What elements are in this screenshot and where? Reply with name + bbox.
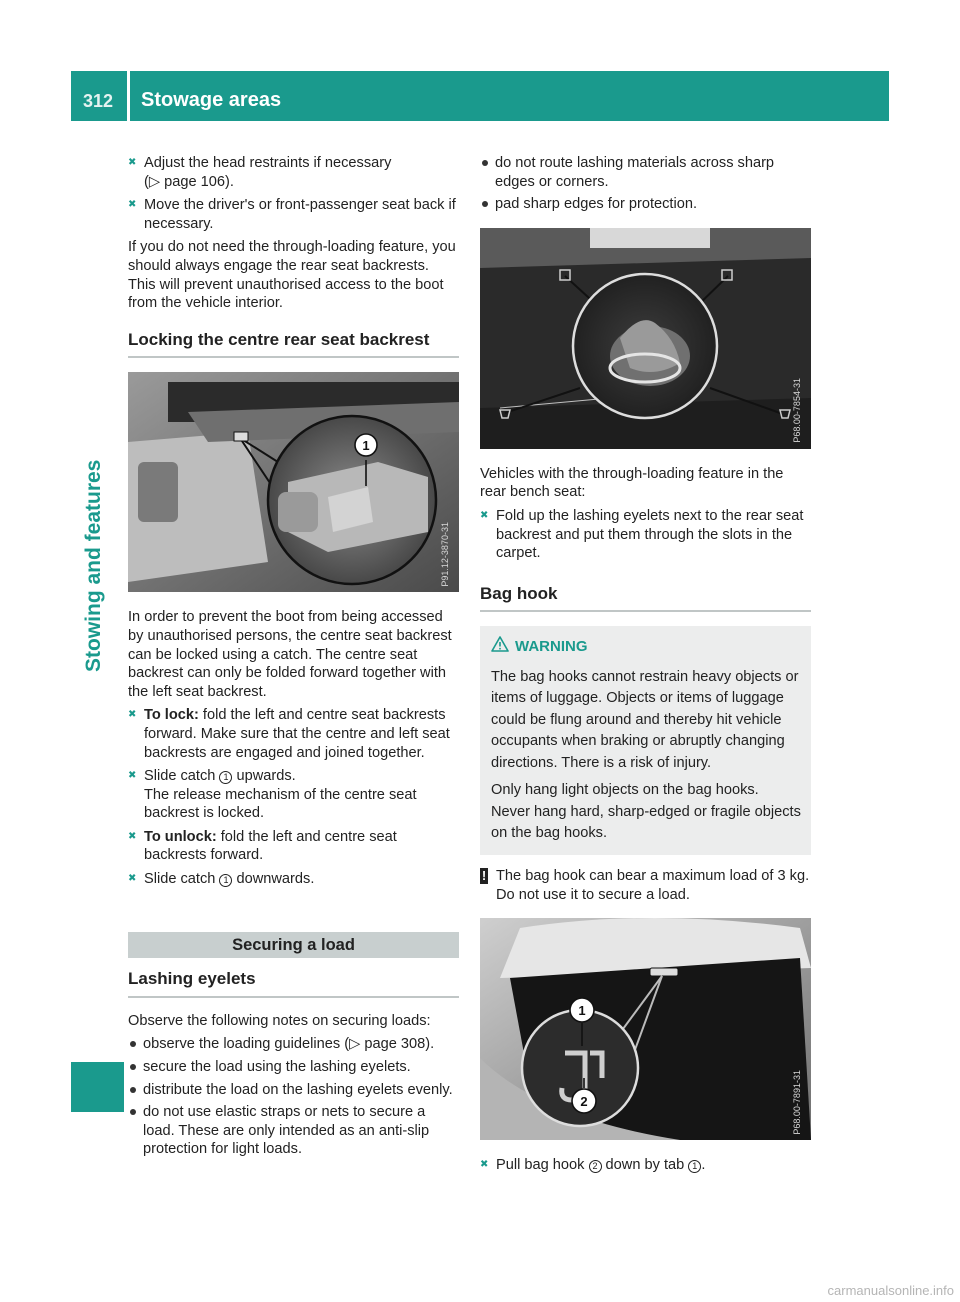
bullet-loading-guidelines: observe the loading guidelines (▷ page 308).	[128, 1035, 459, 1054]
step-to-unlock: ✖ To unlock: fold the left and centre seat backrests forward.	[128, 828, 459, 865]
page-header	[71, 71, 889, 121]
step-pull-bag-hook: ✖ Pull bag hook 2 down by tab 1 .	[480, 1156, 811, 1175]
callout-1: 1	[578, 1003, 586, 1019]
step-to-lock: ✖ To lock: fold the left and centre seat backrests forward. Make sure that the centre and left seat backrests are engaged and joined together.	[128, 706, 459, 762]
chapter-sidebar	[82, 459, 122, 712]
band-securing-load: Securing a load	[128, 932, 459, 959]
header-separator	[127, 71, 130, 121]
callout-2-inline: 2	[589, 1160, 602, 1173]
step-slide-up: ✖ Slide catch 1 upwards. The release mechanism of the centre seat backrest is locked.	[128, 767, 459, 823]
callout-2: 2	[580, 1094, 588, 1110]
right-column	[480, 154, 811, 1180]
para-through-loading-vehicles: Vehicles with the through-loading feature in the rear bench seat:	[480, 465, 784, 501]
sidebar-color-block	[71, 1062, 124, 1112]
callout-1-inline: 1	[688, 1160, 701, 1173]
bullet-no-elastic-straps: do not use elastic straps or nets to secure a load. These are only intended as an anti-slip protection for light loads.	[128, 1103, 459, 1159]
callout-1-inline: 1	[219, 771, 232, 784]
photo-lashing-eyelets	[480, 228, 811, 449]
heading-bag-hook: Bag hook	[480, 585, 811, 613]
chapter-title: Stowing and features	[82, 459, 105, 672]
step-move-seat: ✖ Move the driver's or front-passenger seat back if necessary.	[128, 196, 459, 233]
callout-1: 1	[362, 438, 370, 454]
warning-box	[480, 626, 811, 855]
heading-locking-backrest: Locking the centre rear seat backrest	[128, 331, 459, 359]
para-observe: Observe the following notes on securing loads:	[128, 1012, 431, 1029]
para-lock-intro: In order to prevent the boot from being accessed by unauthorised persons, the centre seat backrest can be locked using a catch. The centre seat backrest can only be folded forward together with the left seat backrest.	[128, 609, 452, 700]
heading-lashing-eyelets: Lashing eyelets	[128, 970, 459, 998]
bullet-pad-edges: pad sharp edges for protection.	[480, 195, 811, 214]
warning-text-1: The bag hooks cannot restrain heavy objects or items of luggage. Objects or items of luggage could be flung around and thereby hit vehicle occupants when braking or abruptly changing directions. There is a risk of injury.	[491, 668, 799, 771]
photo-bag-hook	[480, 918, 811, 1140]
step-fold-eyelets: ✖ Fold up the lashing eyelets next to the rear seat backrest and put them through the slots in the carpet.	[480, 507, 811, 563]
photo-seat-backrest-catch	[128, 372, 459, 592]
left-column	[128, 154, 459, 1163]
photo-code: P68.00-7891-31	[792, 1069, 803, 1135]
note-max-load: ! The bag hook can bear a maximum load of 3 kg. Do not use it to secure a load.	[481, 867, 810, 903]
step-adjust-head-restraints: ✖ Adjust the head restraints if necessary (▷ page 106).	[128, 154, 459, 191]
bullet-secure-load: secure the load using the lashing eyelets.	[128, 1058, 459, 1077]
step-slide-down: ✖ Slide catch 1 downwards.	[128, 870, 459, 889]
photo-code: P91.12-3870-31	[440, 521, 451, 587]
bullet-sharp-edges: do not route lashing materials across sharp edges or corners.	[480, 154, 811, 191]
page-number: 312	[83, 91, 114, 111]
section-title: Stowage areas	[141, 89, 282, 111]
footer-watermark: carmanualsonline.info	[827, 1283, 954, 1298]
warning-text-2: Only hang light objects on the bag hooks. Never hang hard, sharp-edged or fragile objects on the bag hooks.	[491, 782, 801, 842]
bullet-distribute-load: distribute the load on the lashing eyelets evenly.	[128, 1081, 459, 1100]
callout-1-inline: 1	[219, 874, 232, 887]
page-reference-link[interactable]: (▷ page 106).	[144, 173, 234, 190]
para-through-loading: If you do not need the through-loading feature, you should always engage the rear seat backrests. This will prevent unauthorised access to the boot from the vehicle interior.	[128, 239, 456, 312]
warning-title: WARNING	[491, 636, 801, 658]
warning-triangle-icon	[491, 636, 509, 658]
photo-code: P68.00-7854-31	[792, 378, 803, 443]
exclamation-icon: !	[481, 867, 487, 883]
